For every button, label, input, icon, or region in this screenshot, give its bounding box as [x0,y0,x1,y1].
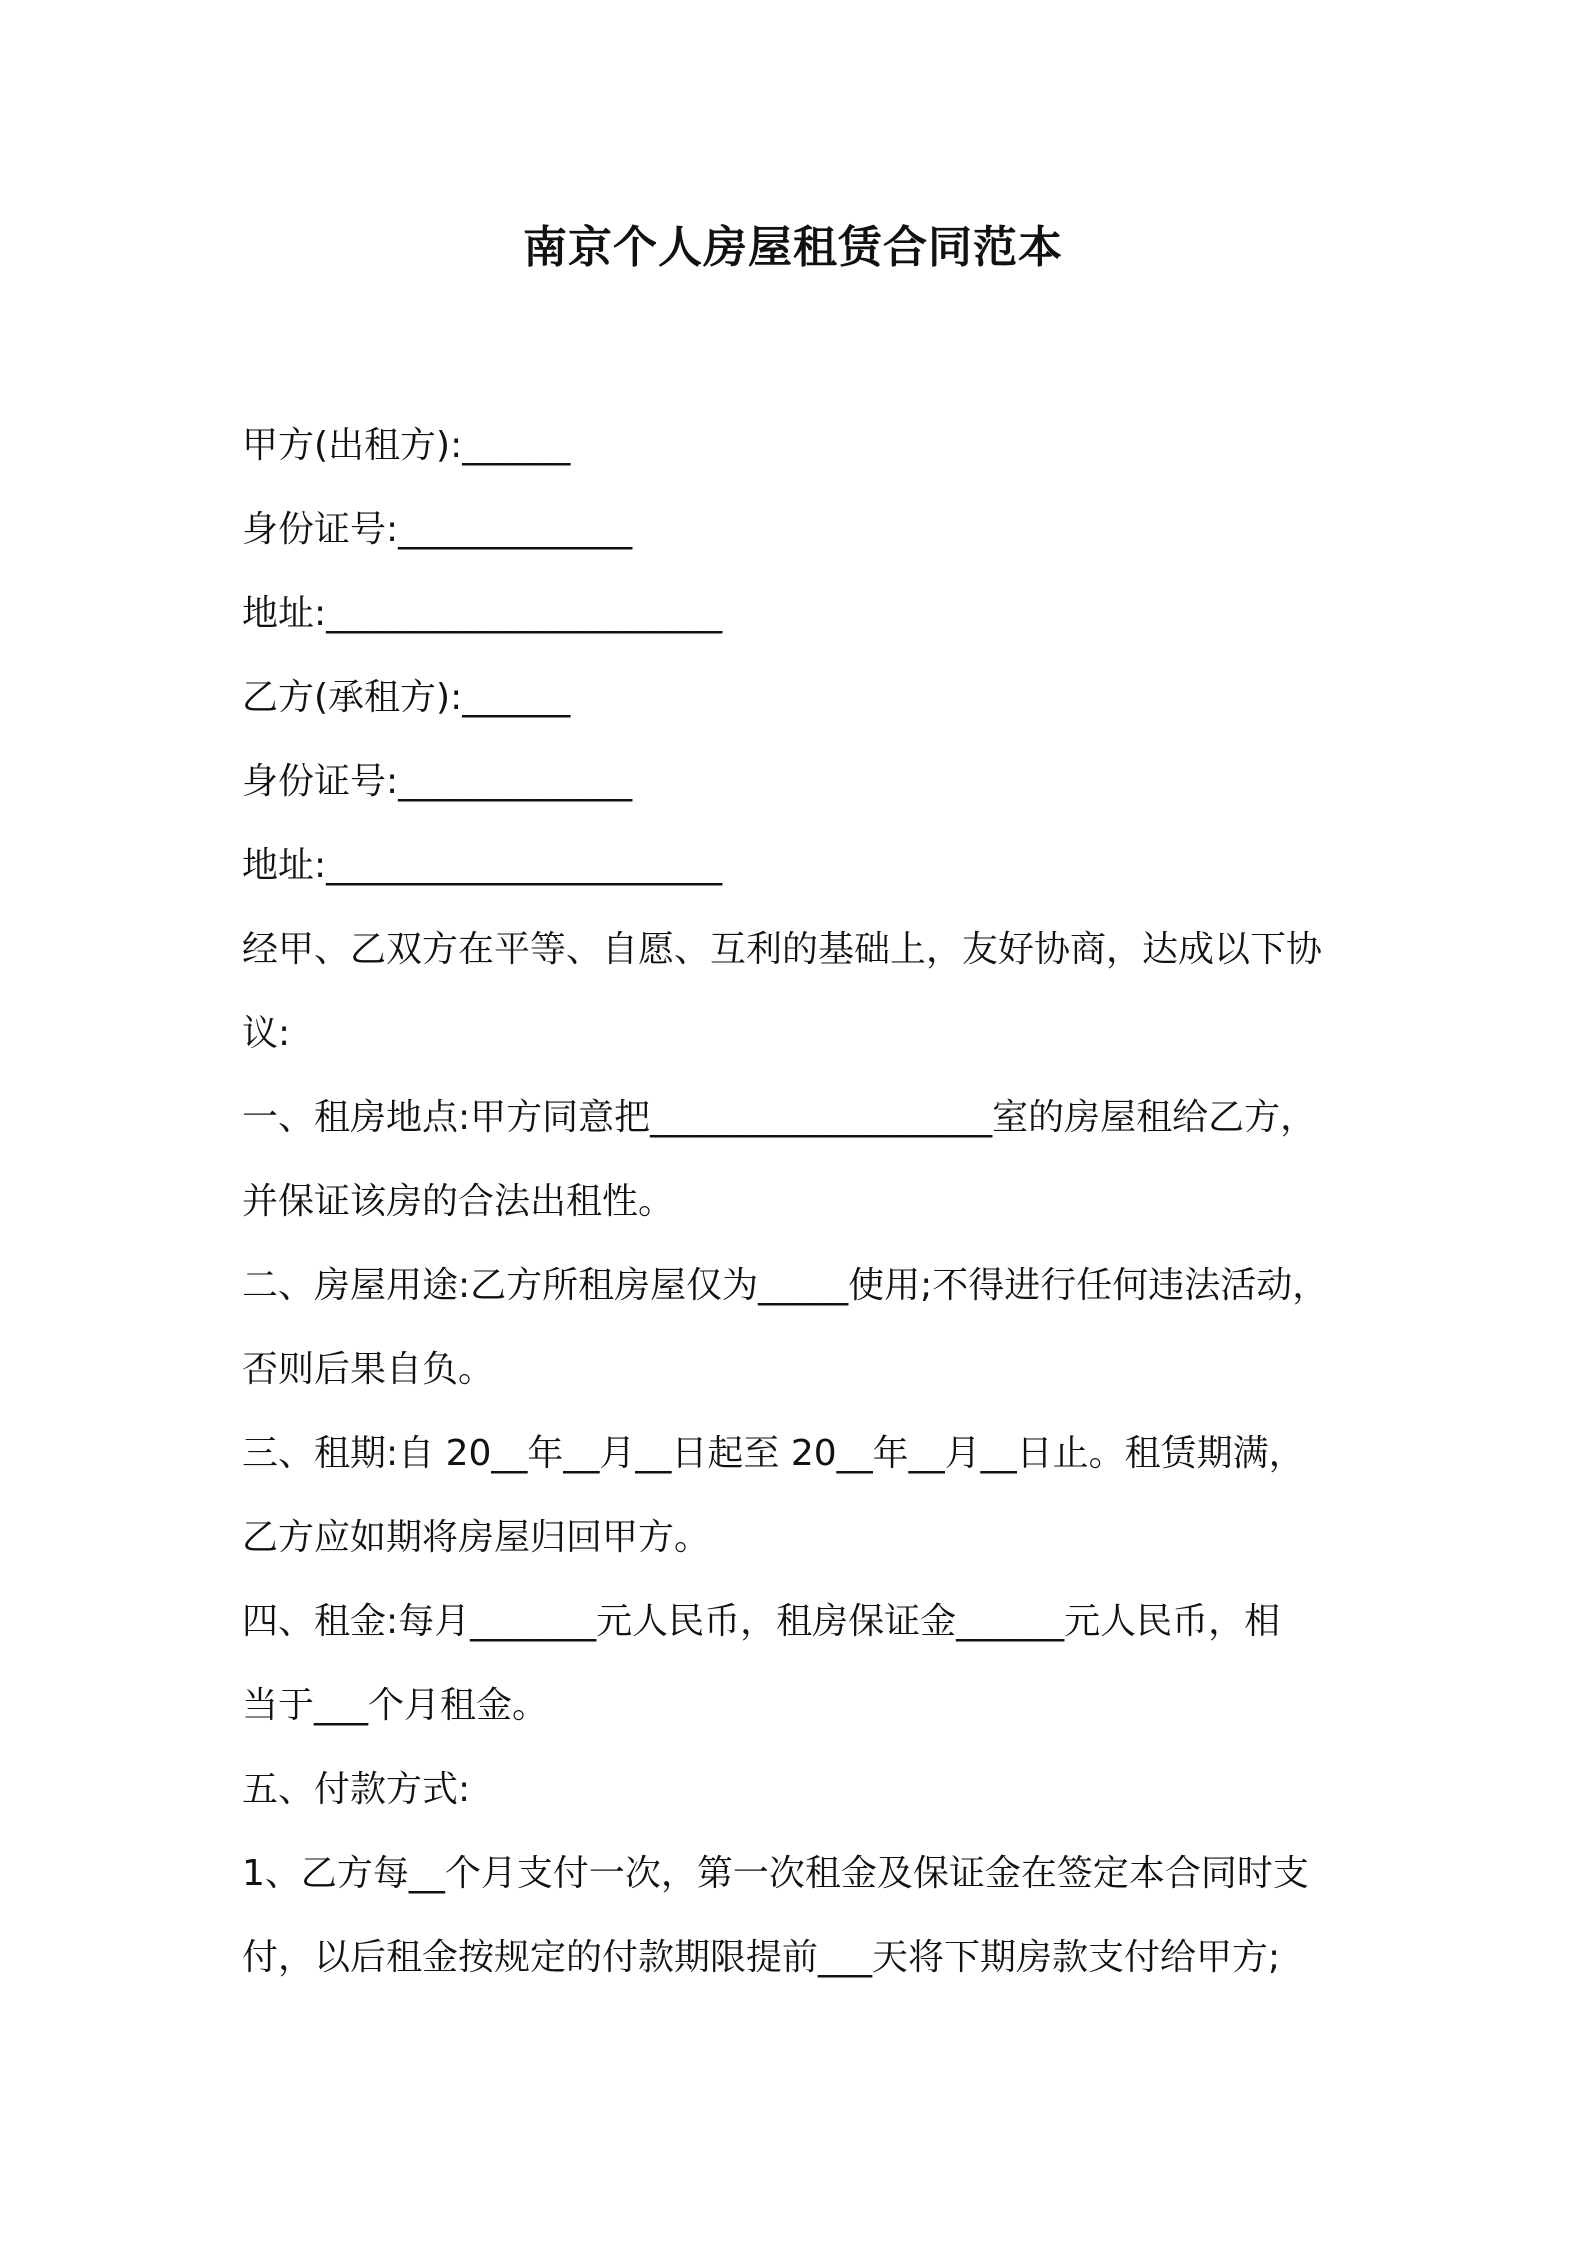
party-a-address-line: 地址:______________________ [242,593,723,634]
party-a-id-line: 身份证号:_____________ [242,509,633,550]
clause-2-line-1: 二、房屋用途:乙方所租房屋仅为_____使用;不得进行任何违法活动， [242,1265,1329,1306]
clause-5-item-1-line-2: 付，以后租金按规定的付款期限提前___天将下期房款支付给甲方; [242,1937,1281,1978]
party-b-address-line: 地址:______________________ [242,845,723,886]
clause-3-line-2: 乙方应如期将房屋归回甲方。 [242,1517,711,1558]
clause-5-item-1-line-1: 1、乙方每__个月支付一次，第一次租金及保证金在签定本合同时支 [242,1853,1309,1894]
clause-1-line-2: 并保证该房的合法出租性。 [242,1181,675,1222]
party-b-id-line: 身份证号:_____________ [242,761,633,802]
clause-5-heading: 五、付款方式: [242,1769,471,1810]
preamble-line-2: 议: [242,1013,291,1054]
document-body [242,404,1372,2000]
preamble-line-1: 经甲、乙双方在平等、自愿、互利的基础上，友好协商，达成以下协 [242,929,1323,970]
clause-4-line-1: 四、租金:每月_______元人民币，租房保证金______元人民币，相 [242,1601,1281,1642]
party-a-name-line: 甲方(出租方):______ [242,425,571,466]
document-title: 南京个人房屋租赁合同范本 [523,222,1063,273]
clause-2-line-2: 否则后果自负。 [242,1349,495,1390]
clause-3-line-1: 三、租期:自 20__年__月__日起至 20__年__月__日止。租赁期满， [242,1433,1305,1474]
clause-1-line-1: 一、租房地点:甲方同意把___________________室的房屋租给乙方， [242,1097,1317,1138]
clause-4-line-2: 当于___个月租金。 [242,1685,549,1726]
party-b-name-line: 乙方(承租方):______ [242,677,571,718]
